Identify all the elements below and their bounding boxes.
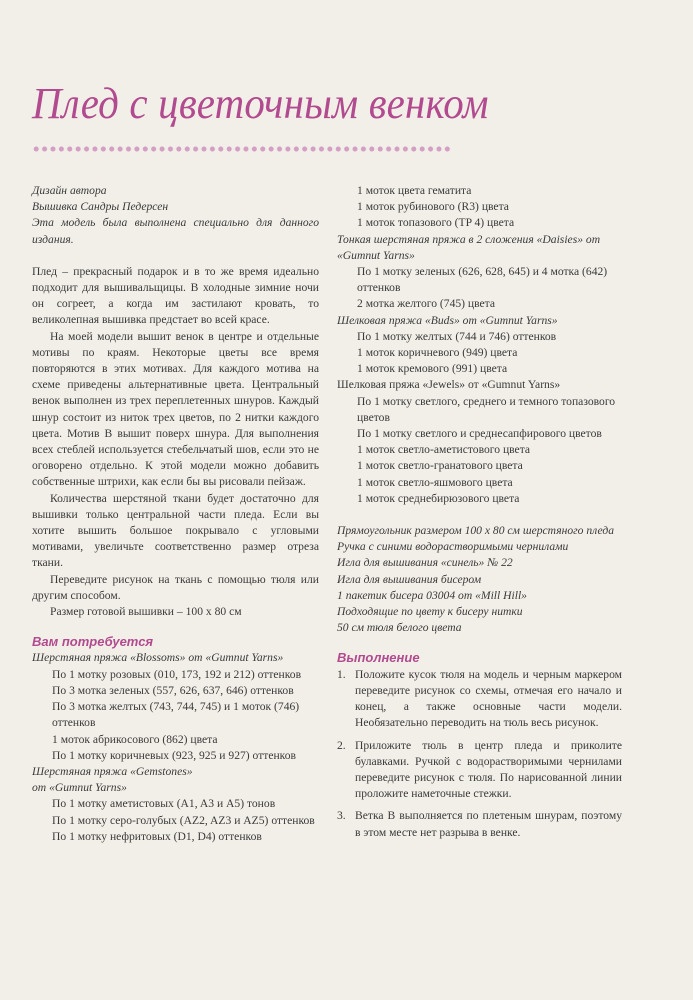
- other-material: 1 пакетик бисера 03004 от «Mill Hill»: [337, 588, 527, 602]
- list-item: По 1 мотку желтых (744 и 746) оттенков: [357, 329, 557, 343]
- list-item: По 1 мотку коричневых (923, 925 и 927) оттенков: [52, 748, 296, 762]
- list-item: По 1 мотку розовых (010, 173, 192 и 212) оттенков: [52, 667, 302, 681]
- other-material: Подходящие по цвету к бисеру нитки: [337, 605, 523, 619]
- step-text: Приложите тюль в центр пледа и приколите булавками. Ручкой с водорастворимыми чернилами переведите рисунок с тюля. По нарисованной линии проложите наметочные стежки.: [355, 738, 622, 801]
- list-item: 2 мотка желтого (745) цвета: [357, 297, 496, 311]
- other-material: Прямоугольник размером 100 x 80 см шерстяного пледа: [337, 524, 615, 538]
- credit-embroidery: Вышивка Сандры Педерсен: [32, 200, 169, 214]
- paragraph-2: На моей модели вышит венок в центре и отдельные мотивы по краям. Некоторые цветы все время повторяются в этих мотивах. Для каждого мотива на схеме приведены альтернативные цвета. Центральный венок выполнен из трех переплетенных шнуров. Каждый шнур состоит из ниток трех цветов, по 2 нитки каждого цвета. Мотив В вышит поверх шнура. Для выполнения всех стеблей используется стебельчатый шов, если это не оговорено отдельно. К этой модели можно добавить собственные штрихи, как если бы вы рисовали пейзаж.: [32, 329, 319, 489]
- dotted-divider: [32, 145, 452, 153]
- list-item: 1 моток кремового (991) цвета: [357, 362, 508, 376]
- step-number: 2.: [337, 738, 346, 752]
- right-column: [337, 183, 622, 847]
- paragraph-4: Переведите рисунок на ткань с помощью тюля или другим способом.: [32, 572, 319, 602]
- list-item: По 1 мотку аметистовых (A1, A3 и A5) тонов: [52, 797, 276, 811]
- instruction-step: [337, 667, 622, 732]
- step-number: 3.: [337, 809, 346, 823]
- credit-note: Эта модель была выполнена специально для данного издания.: [32, 216, 319, 246]
- list-item: По 1 мотку светлого и среднесапфирового цветов: [357, 427, 602, 441]
- list-item: 1 моток цвета гематита: [357, 184, 472, 197]
- step-text: Положите кусок тюля на модель и черным маркером переведите рисунок со схемы, отмечая его начало и конец, а также основные части модели. Необязательно переводить на тюль весь рисунок.: [355, 667, 622, 730]
- list-item: 1 моток светло-аметистового цвета: [357, 443, 531, 457]
- instruction-step: [337, 808, 622, 840]
- step-text: Ветка В выполняется по плетеным шнурам, поэтому в этом месте нет разрыва в венке.: [355, 809, 622, 839]
- page-title: Плед с цветочным венком: [32, 79, 489, 128]
- list-item: 1 моток рубинового (R3) цвета: [357, 200, 509, 214]
- instructions-list: [337, 667, 622, 841]
- materials-heading: Вам потребуется: [32, 634, 154, 650]
- jewels-label: Шелковая пряжа «Jewels» от «Gumnut Yarns»: [337, 378, 561, 392]
- instruction-step: [337, 738, 622, 803]
- list-item: 1 моток абрикосового (862) цвета: [52, 732, 218, 746]
- list-item: По 3 мотка зеленых (557, 626, 637, 646) оттенков: [52, 683, 294, 697]
- paragraph-1: Плед – прекрасный подарок и в то же время идеально подходит для вышивальщицы. В холодные зимние ночи он согреет, а когда им застилают кровать, то великолепная вышивка предстает во всей красе.: [32, 264, 319, 327]
- other-material: Ручка с синими водорастворимыми чернилами: [337, 540, 569, 554]
- list-item: По 1 мотку светлого, среднего и темного топазового цветов: [357, 394, 616, 424]
- list-item: По 1 мотку серо-голубых (AZ2, AZ3 и AZ5) оттенков: [52, 813, 315, 827]
- finished-size: Размер готовой вышивки – 100 x 80 см: [50, 605, 242, 619]
- step-number: 1.: [337, 667, 346, 681]
- gemstones-label-supplier: от «Gumnut Yarns»: [32, 781, 127, 795]
- list-item: 1 моток светло-гранатового цвета: [357, 459, 523, 473]
- blossoms-label: Шерстяная пряжа «Blossoms» от «Gumnut Yarns»: [32, 651, 284, 665]
- other-material: Игла для вышивания «синель» № 22: [337, 556, 513, 570]
- credit-design: Дизайн автора: [32, 184, 107, 197]
- list-item: 1 моток коричневого (949) цвета: [357, 346, 518, 360]
- left-column: [32, 183, 319, 845]
- buds-label: Шелковая пряжа «Buds» от «Gumnut Yarns»: [337, 313, 558, 327]
- list-item: 1 моток среднебирюзового цвета: [357, 491, 520, 505]
- instructions-heading: Выполнение: [337, 650, 420, 666]
- list-item: 1 моток светло-яшмового цвета: [357, 475, 513, 489]
- paragraph-3: Количества шерстяной ткани будет достаточно для вышивки только центральной части пледа. Если вы хотите вышить большое покрывало с угловыми мотивами, увеличьте соответственно размер отреза ткани.: [32, 491, 319, 570]
- other-material: 50 см тюля белого цвета: [337, 621, 462, 635]
- list-item: 1 моток топазового (TP 4) цвета: [357, 216, 515, 230]
- other-material: Игла для вышивания бисером: [337, 572, 482, 586]
- list-item: По 1 мотку нефритовых (D1, D4) оттенков: [52, 829, 262, 843]
- list-item: По 3 мотка желтых (743, 744, 745) и 1 моток (746) оттенков: [52, 700, 300, 730]
- gemstones-label: Шерстяная пряжа «Gemstones»: [32, 764, 193, 778]
- list-item: По 1 мотку зеленых (626, 628, 645) и 4 мотка (642) оттенков: [357, 265, 608, 295]
- daisies-label: Тонкая шерстяная пряжа в 2 сложения «Daisies» от «Gumnut Yarns»: [337, 232, 601, 262]
